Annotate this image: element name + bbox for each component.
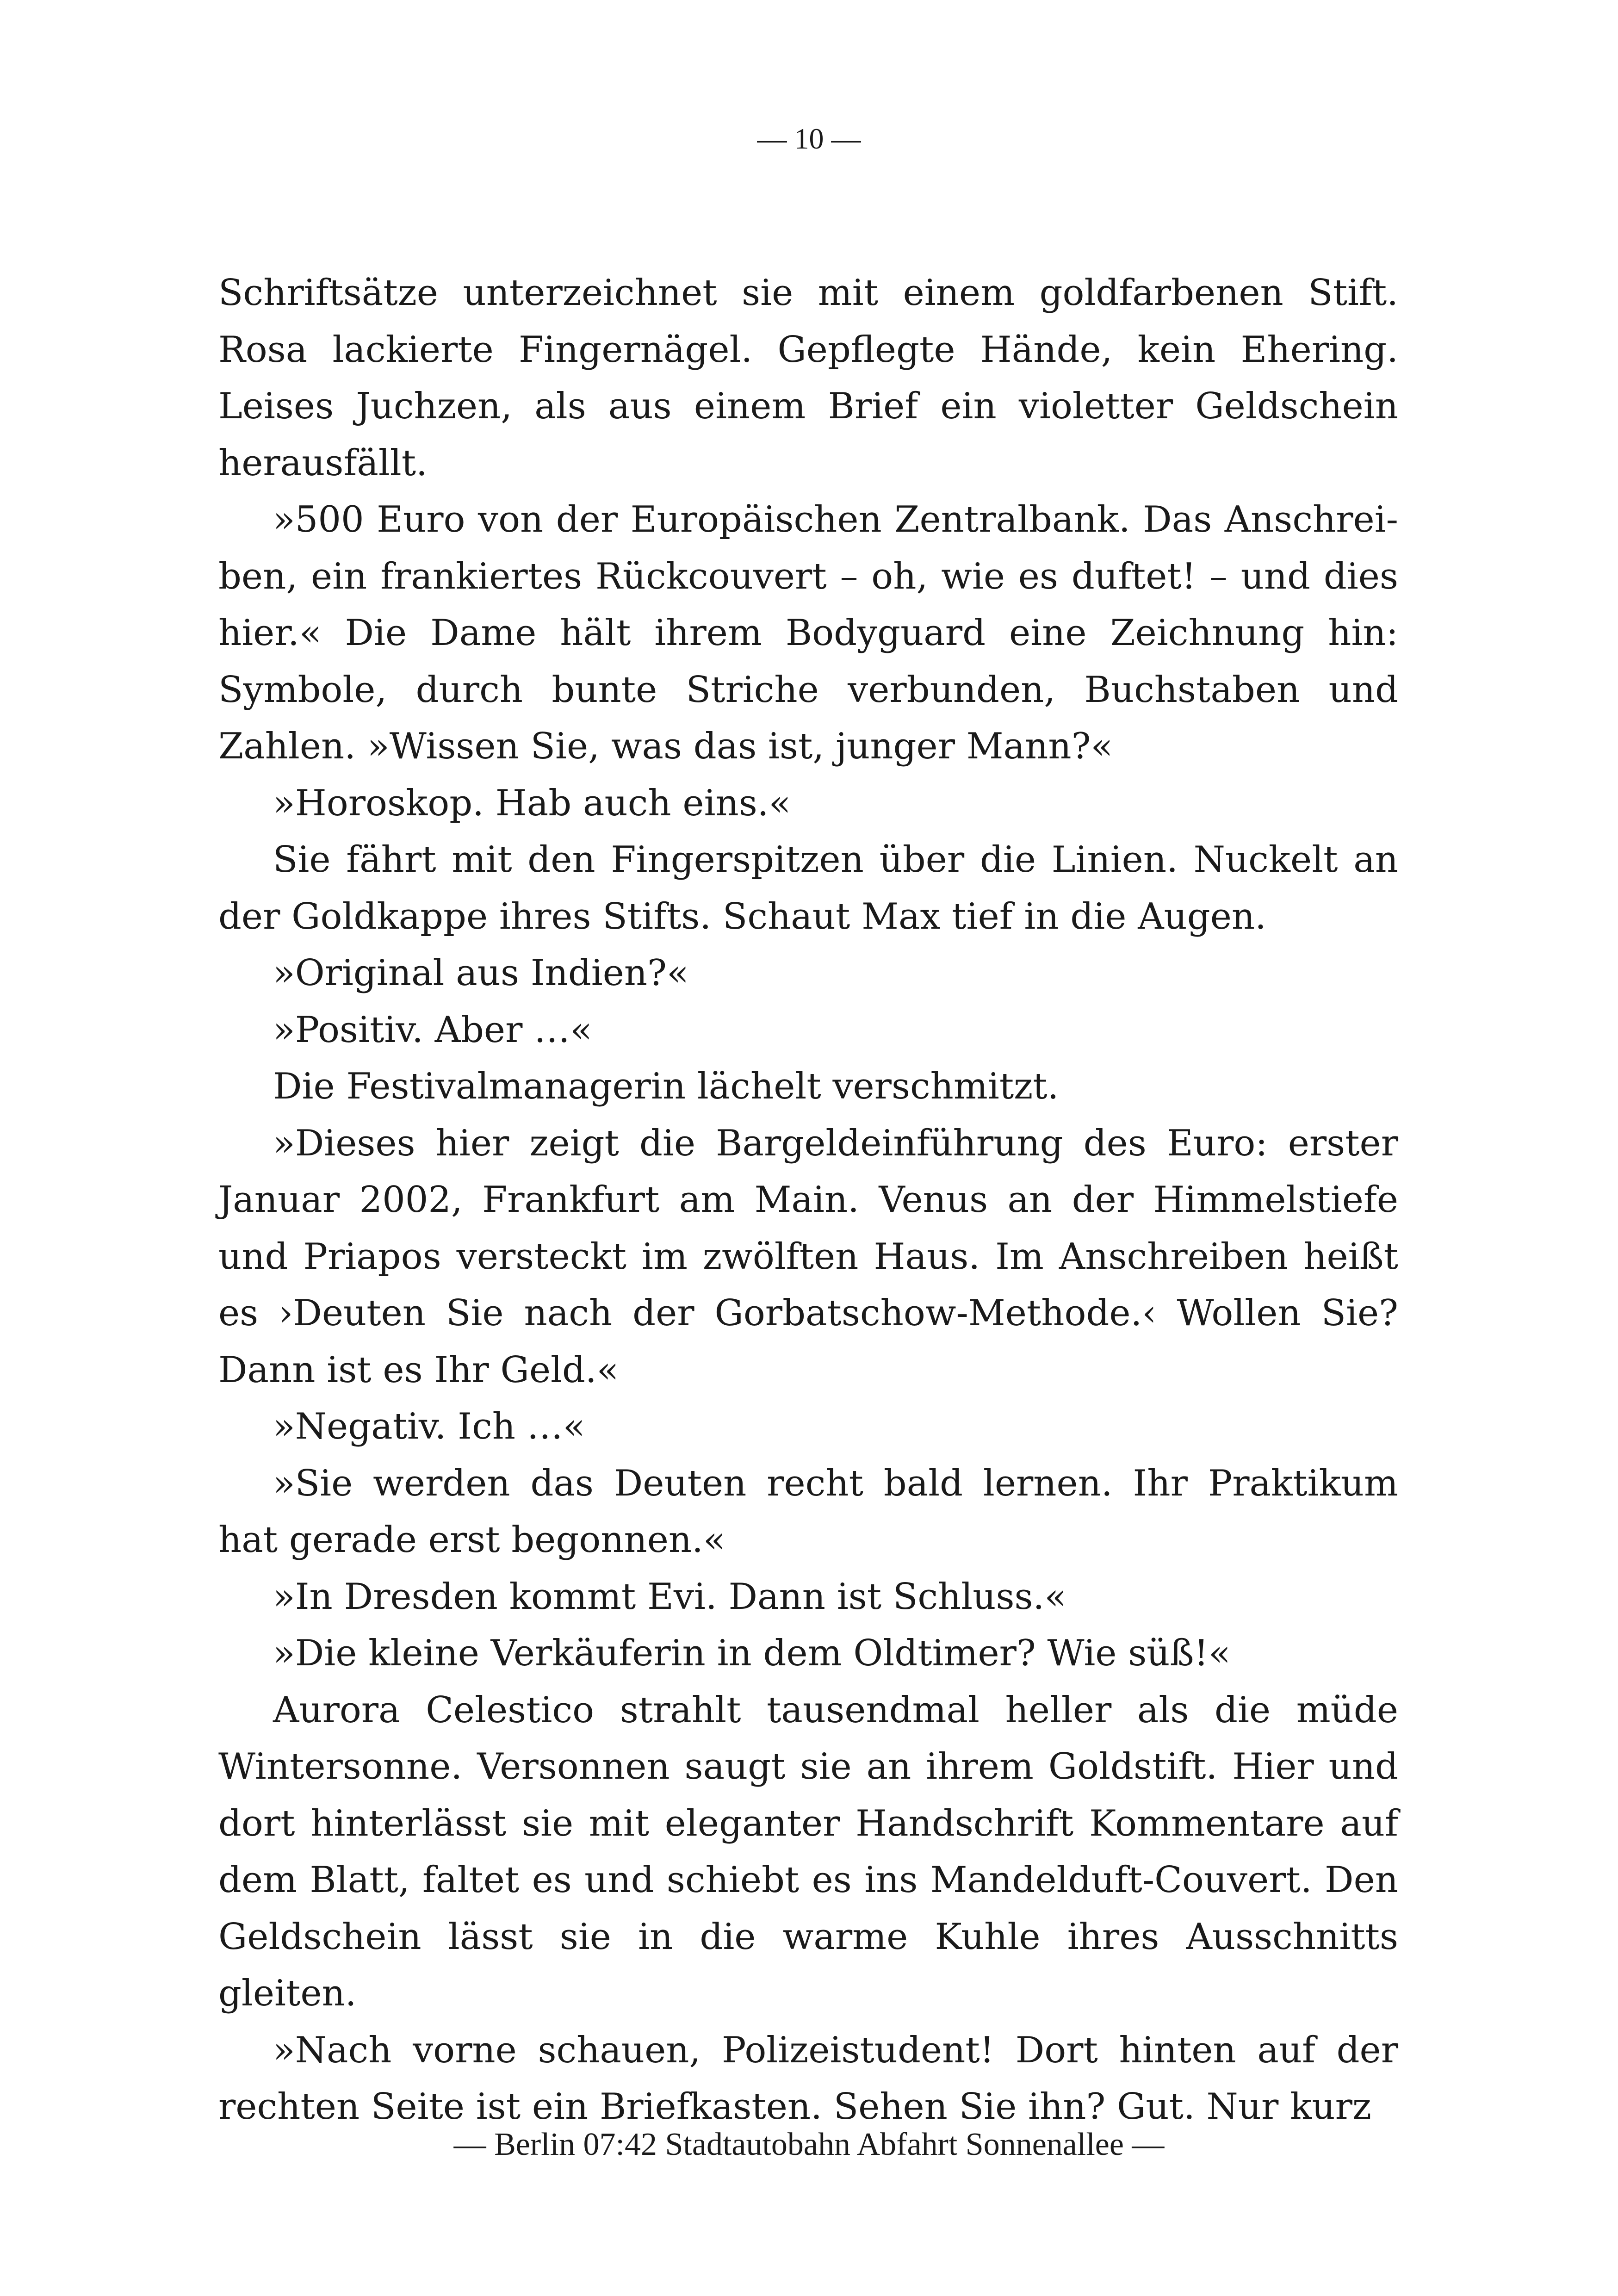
paragraph: Aurora Celestico strahlt tausendmal heller als die müde Wintersonne. Versonnen saugt sie an ihrem Goldstift. Hier und dort hinterlässt sie mit eleganter Handschrift Kommentare auf dem Blatt, faltet es und schiebt es ins Mandelduft-Couvert. Den Geldschein lässt sie in die warme Kuhle ihres Ausschnitts gleiten. [218, 1689, 1398, 2014]
paragraph: Schriftsätze unterzeichnet sie mit einem goldfarbenen Stift. Rosa lackierte Fingernägel. Gepflegte Hände, kein Ehering. Leises Juchzen, als aus einem Brief ein violetter Geldschein herausfällt. [218, 272, 1398, 484]
paragraph: »Sie werden das Deuten recht bald lernen. Ihr Praktikum hat gerade erst begonnen.« [218, 1462, 1398, 1561]
body-text [218, 265, 1398, 2135]
paragraph: »Positiv. Aber …« [273, 1009, 592, 1051]
paragraph: »Die kleine Verkäuferin in dem Oldtimer? Wie süß!« [273, 1632, 1231, 1674]
paragraph: »Dieses hier zeigt die Bargeldeinführung des Euro: erster Januar 2002, Frankfurt am Main. Venus an der Himmelstiefe und Priapos versteckt im zwölften Haus. Im Anschreiben heißt es ›Deuten Sie nach der Gorbatschow-Methode.‹ Wollen Sie? Dann ist es Ihr Geld.« [218, 1122, 1398, 1391]
paragraph: »Original aus Indien?« [273, 952, 689, 994]
paragraph: Die Festivalmanagerin lächelt verschmitzt. [273, 1066, 1059, 1107]
paragraph: »Nach vorne schauen, Polizeistudent! Dort hinten auf der rechten Seite ist ein Briefkasten. Sehen Sie ihn? Gut. Nur kurz [218, 2029, 1398, 2128]
paragraph: »500 Euro von der Europäischen Zentralbank. Das Anschreiben, ein frankiertes Rückcouvert – oh, wie es duftet! – und dies hier.« Die Dame hält ihrem Bodyguard eine Zeichnung hin: Symbole, durch bunte Striche verbunden, Buchstaben und Zahlen. »Wissen Sie, was das ist, junger Mann?« [218, 499, 1398, 767]
paragraph: »In Dresden kommt Evi. Dann ist Schluss.« [273, 1576, 1067, 1618]
paragraph: »Horoskop. Hab auch eins.« [273, 782, 791, 824]
paragraph: Sie fährt mit den Fingerspitzen über die Linien. Nuckelt an der Goldkappe ihres Stifts. Schaut Max tief in die Augen. [218, 839, 1398, 937]
paragraph: »Negativ. Ich …« [273, 1406, 585, 1447]
page-number: — 10 — [757, 122, 861, 155]
running-footer: — Berlin 07:42 Stadtautobahn Abfahrt Sonnenallee — [453, 2127, 1165, 2162]
